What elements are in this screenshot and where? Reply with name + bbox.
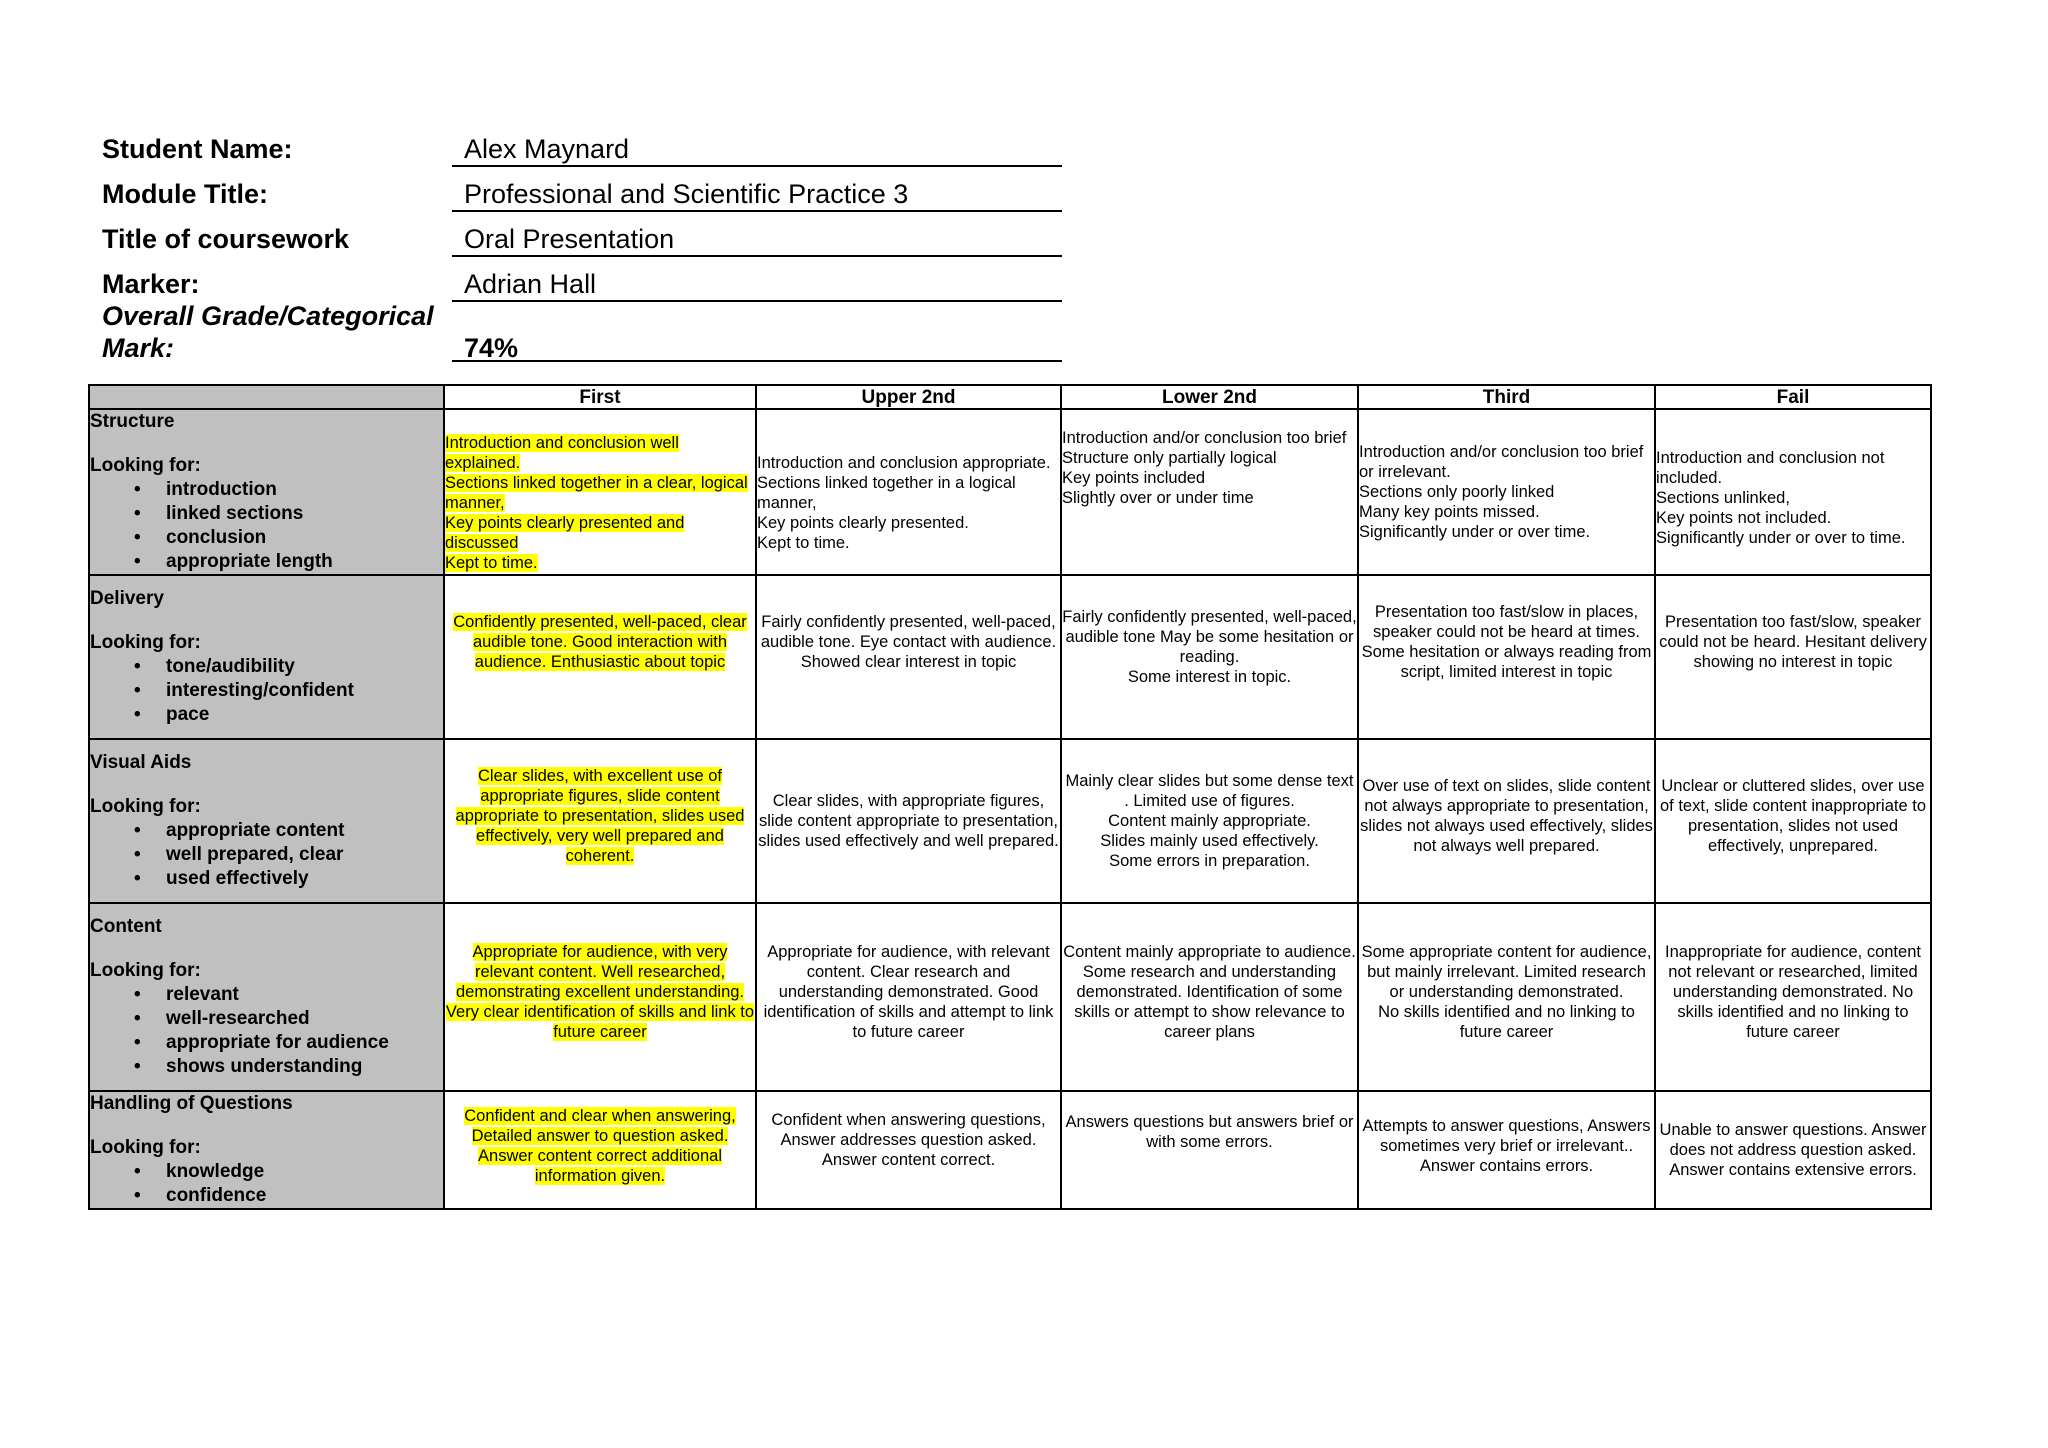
looking-for-label: Looking for: [90,455,201,476]
descriptor-content-third [1358,903,1655,1091]
descriptor-line: Answer content correct. [821,1151,996,1169]
descriptor-line: Slightly over or under time [1062,489,1254,507]
descriptor-line: No skills identified and no linking to future career [1378,1003,1635,1041]
descriptor-line: Sections linked together in a logical manner, [757,474,1016,512]
student-name-field: Alex Maynard [452,133,1062,167]
descriptor-line: Answer contains errors. [1419,1157,1594,1175]
criterion-title: Content [90,916,162,937]
column-header-upper-2nd: Upper 2nd [756,385,1061,409]
descriptor-line: Answer contains extensive errors. [1669,1161,1917,1179]
descriptor-delivery-first [444,575,756,739]
criterion-item: • confidence [90,1184,443,1208]
criterion-item: • introduction [90,478,443,502]
descriptor-line: Sections only poorly linked [1359,483,1555,501]
criterion-item-list [90,1160,443,1208]
highlighted-text: Appropriate for audience, with very relevant content. Well researched, demonstrating excellent understanding. Very clear identification of skills and link to future career [445,943,755,1041]
descriptor-line: Key points clearly presented. [757,514,969,532]
descriptor-line: Showed clear interest in topic [800,653,1017,671]
descriptor-line: Significantly under or over to time. [1656,529,1906,547]
criterion-title: Delivery [90,588,164,609]
highlighted-text: Confident and clear when answering, Detailed answer to question asked. Answer content correct additional information given. [464,1107,736,1185]
descriptor-questions-lower-2nd [1061,1091,1358,1209]
descriptor-line: Some interest in topic. [1127,668,1292,686]
descriptor-line: Fairly confidently presented, well-paced, audible tone May be some hesitation or reading. [1062,608,1357,666]
criterion-item: • appropriate content [90,819,443,843]
descriptor-line: Introduction and conclusion appropriate. [757,454,1051,472]
criterion-row-content [89,903,1931,1091]
criterion-title: Structure [90,411,175,432]
looking-for-label: Looking for: [90,632,201,653]
criterion-item: • relevant [90,983,443,1007]
marker-label: Marker: [102,269,200,299]
highlighted-line: Key points clearly presented and discussed [445,514,685,552]
criterion-item: • conclusion [90,526,443,550]
criterion-item: • well-researched [90,1007,443,1031]
descriptor-structure-third [1358,409,1655,575]
descriptor-visual-aids-fail [1655,739,1931,903]
descriptor-visual-aids-lower-2nd [1061,739,1358,903]
descriptor-line: Introduction and/or conclusion too brief [1062,429,1347,447]
descriptor-line: Unable to answer questions. Answer does not address question asked. [1659,1121,1927,1159]
descriptor-line: Mainly clear slides but some dense text . Limited use of figures. [1065,772,1354,810]
criterion-item: • interesting/confident [90,679,443,703]
criterion-cell-handling-of-questions [89,1091,444,1209]
criterion-item: • used effectively [90,867,443,891]
criterion-item: • knowledge [90,1160,443,1184]
descriptor-structure-upper-2nd [756,409,1061,575]
descriptor-visual-aids-upper-2nd [756,739,1061,903]
criterion-item: • pace [90,703,443,727]
column-header-third: Third [1358,385,1655,409]
coursework-title-field: Oral Presentation [452,223,1062,257]
descriptor-structure-fail [1655,409,1931,575]
criterion-item-list [90,983,443,1079]
descriptor-line: Some appropriate content for audience, but mainly irrelevant. Limited research or understanding demonstrated. [1361,943,1652,1001]
descriptor-line: Significantly under or over time. [1359,523,1591,541]
descriptor-line: Introduction and/or conclusion too brief or irrelevant. [1359,443,1644,481]
descriptor-questions-upper-2nd [756,1091,1061,1209]
looking-for-label: Looking for: [90,960,201,981]
descriptor-line: Key points not included. [1656,509,1832,527]
descriptor-line: Key points included [1062,469,1206,487]
header-corner-cell [89,385,444,409]
column-header-lower-2nd: Lower 2nd [1061,385,1358,409]
highlighted-text: Confidently presented, well-paced, clear audible tone. Good interaction with audience. Enthusiastic about topic [453,613,747,671]
criterion-title: Handling of Questions [90,1093,293,1114]
criterion-row-visual-aids [89,739,1931,903]
descriptor-content-fail [1655,903,1931,1091]
descriptor-line: Many key points missed. [1359,503,1540,521]
criterion-item: • appropriate length [90,550,443,574]
highlighted-line: Kept to time. [445,554,538,572]
looking-for-label: Looking for: [90,796,201,817]
column-header-first: First [444,385,756,409]
looking-for-label: Looking for: [90,1137,201,1158]
criterion-row-structure [89,409,1931,575]
column-header-fail: Fail [1655,385,1931,409]
criterion-item-list [90,819,443,891]
overall-grade-field: 74% [452,332,1062,362]
student-name-label: Student Name: [102,134,293,164]
descriptor-line: Attempts to answer questions, Answers sometimes very brief or irrelevant.. [1362,1117,1651,1155]
highlighted-line: Sections linked together in a clear, logical manner, [445,474,748,512]
descriptor-line: Over use of text on slides, slide content not always appropriate to presentation, slides not always used effectively, slides not always well prepared. [1360,777,1653,855]
descriptor-line: Slides mainly used effectively. [1100,832,1319,850]
grade-header-row [89,385,1931,409]
descriptor-line: Clear slides, with appropriate figures, slide content appropriate to presentation, slides used effectively and well prepared. [758,792,1059,850]
criterion-cell-structure [89,409,444,575]
descriptor-line: Inappropriate for audience, content not relevant or researched, limited understanding demonstrated. No skills identified and no linking to future career [1665,943,1921,1041]
descriptor-line: Structure only partially logical [1062,449,1277,467]
descriptor-delivery-fail [1655,575,1931,739]
criterion-item: • tone/audibility [90,655,443,679]
descriptor-line: Content mainly appropriate. [1108,812,1311,830]
descriptor-questions-first [444,1091,756,1209]
descriptor-line: Answer addresses question asked. [780,1131,1037,1149]
criterion-cell-delivery [89,575,444,739]
descriptor-visual-aids-first [444,739,756,903]
highlighted-text: Clear slides, with excellent use of appropriate figures, slide content appropriate to presentation, slides used effectively, very well prepared and coherent. [455,767,745,865]
criterion-item: • linked sections [90,502,443,526]
descriptor-structure-first [444,409,756,575]
descriptor-line: Introduction and conclusion not included. [1656,449,1885,487]
criterion-title: Visual Aids [90,752,192,773]
criterion-item: • shows understanding [90,1055,443,1079]
criterion-item: • well prepared, clear [90,843,443,867]
descriptor-line: Sections unlinked, [1656,489,1790,507]
descriptor-visual-aids-third [1358,739,1655,903]
descriptor-line: Presentation too fast/slow in places, speaker could not be heard at times. Some hesitation or always reading from script, limited interest in topic [1361,603,1652,681]
marker-field: Adrian Hall [452,268,1062,302]
coursework-title-label: Title of coursework [102,224,350,254]
descriptor-delivery-third [1358,575,1655,739]
criterion-item-list [90,478,443,574]
overall-grade-label-line1: Overall Grade/Categorical [102,301,434,331]
descriptor-structure-lower-2nd [1061,409,1358,575]
descriptor-content-first [444,903,756,1091]
marking-rubric-table [88,384,1932,1210]
descriptor-line: Some errors in preparation. [1109,852,1310,870]
descriptor-line: Answers questions but answers brief or with some errors. [1065,1113,1354,1151]
criterion-row-delivery [89,575,1931,739]
descriptor-delivery-upper-2nd [756,575,1061,739]
overall-grade-label-line2: Mark: [102,333,175,363]
descriptor-line: Fairly confidently presented, well-paced, audible tone. Eye contact with audience. [760,613,1057,651]
descriptor-line: Presentation too fast/slow, speaker could not be heard. Hesitant delivery showing no interest in topic [1659,613,1927,671]
criterion-item: • appropriate for audience [90,1031,443,1055]
overall-grade-label [102,300,434,364]
descriptor-line: Content mainly appropriate to audience. Some research and understanding demonstrated. Identification of some skills or attempt to show relevance to career plans [1063,943,1356,1041]
criterion-item-list [90,655,443,727]
module-title-label: Module Title: [102,179,268,209]
descriptor-line: Unclear or cluttered slides, over use of text, slide content inappropriate to presentation, slides not used effectively, unprepared. [1660,777,1926,855]
descriptor-line: Confident when answering questions, [771,1111,1046,1129]
descriptor-content-upper-2nd [756,903,1061,1091]
descriptor-questions-fail [1655,1091,1931,1209]
descriptor-content-lower-2nd [1061,903,1358,1091]
descriptor-line: Kept to time. [757,534,850,552]
descriptor-line: Appropriate for audience, with relevant content. Clear research and understanding demonstrated. Good identification of skills and attempt to link to future career [763,943,1054,1041]
criterion-row-handling-of-questions [89,1091,1931,1209]
criterion-cell-content [89,903,444,1091]
highlighted-line: Introduction and conclusion well explained. [445,434,679,472]
descriptor-delivery-lower-2nd [1061,575,1358,739]
criterion-cell-visual-aids [89,739,444,903]
module-title-field: Professional and Scientific Practice 3 [452,178,1062,212]
descriptor-questions-third [1358,1091,1655,1209]
